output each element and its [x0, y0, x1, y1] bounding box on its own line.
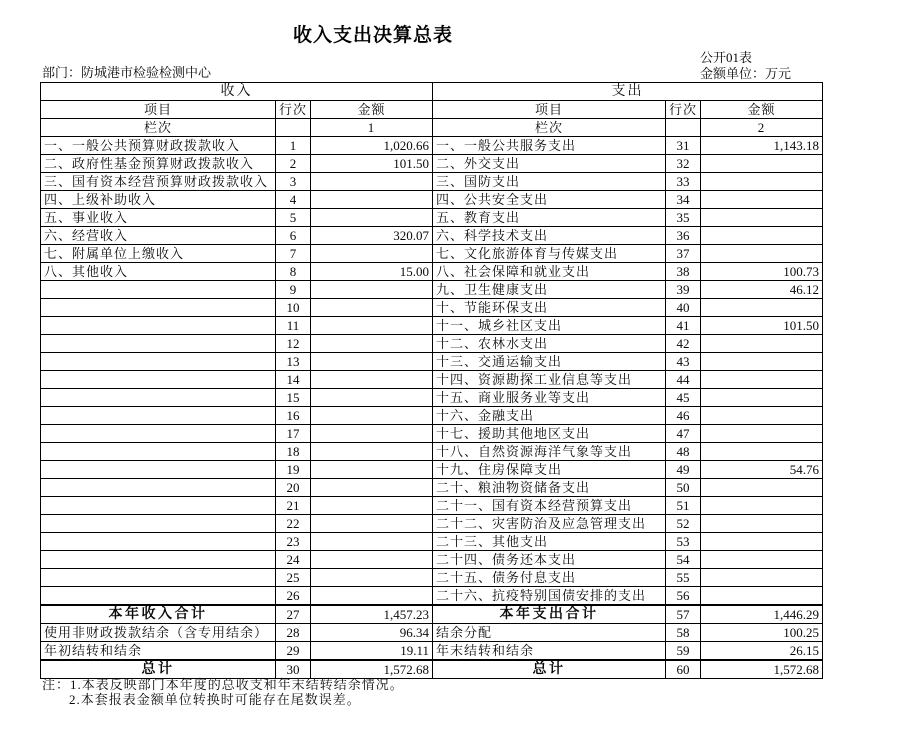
expense-amount-cell	[701, 551, 823, 569]
income-item-cell: 一、一般公共预算财政拨款收入	[41, 137, 276, 155]
expense-rowno-cell: 41	[666, 317, 701, 335]
expense-amount-cell	[701, 443, 823, 461]
expense-rowno-cell: 42	[666, 335, 701, 353]
department-label: 部门：防城港市检验检测中心	[42, 65, 212, 80]
expense-item-cell: 八、社会保障和就业支出	[433, 263, 666, 281]
notes-block	[42, 677, 404, 707]
income-rowno-cell: 20	[276, 479, 311, 497]
expense-rowno-cell: 37	[666, 245, 701, 263]
income-rowno-cell: 3	[276, 173, 311, 191]
expense-rowno-cell: 40	[666, 299, 701, 317]
income-rowno-cell: 6	[276, 227, 311, 245]
expense-item-cell: 二十三、其他支出	[433, 533, 666, 551]
expense-amount-cell	[701, 227, 823, 245]
expense-rowno-cell: 58	[666, 624, 701, 642]
income-column-index: 1	[311, 119, 433, 137]
expense-section-header: 支出	[433, 83, 823, 101]
table-row	[41, 407, 823, 425]
income-rowno-cell: 13	[276, 353, 311, 371]
table-row	[41, 443, 823, 461]
table-row	[41, 353, 823, 371]
expense-rowno-cell: 33	[666, 173, 701, 191]
expense-item-cell: 结余分配	[433, 624, 666, 642]
expense-item-cell: 二十四、债务还本支出	[433, 551, 666, 569]
table-row	[41, 497, 823, 515]
expense-rowno-header: 行次	[666, 101, 701, 119]
expense-item-cell: 本年支出合计	[433, 605, 666, 624]
income-rowno-cell: 9	[276, 281, 311, 299]
expense-amount-cell	[701, 191, 823, 209]
income-amount-cell	[311, 299, 433, 317]
income-item-cell	[41, 389, 276, 407]
table-row	[41, 461, 823, 479]
column-index-row	[41, 119, 823, 137]
income-rowno-cell: 15	[276, 389, 311, 407]
expense-item-cell: 十、节能环保支出	[433, 299, 666, 317]
expense-amount-cell	[701, 587, 823, 606]
expense-amount-cell	[701, 209, 823, 227]
income-amount-cell	[311, 353, 433, 371]
income-rowno-cell: 12	[276, 335, 311, 353]
income-rowno-cell: 29	[276, 642, 311, 661]
income-amount-cell: 96.34	[311, 624, 433, 642]
income-amount-cell: 1,572.68	[311, 660, 433, 679]
income-amount-cell	[311, 461, 433, 479]
expense-rowno-cell: 59	[666, 642, 701, 661]
table-row	[41, 155, 823, 173]
income-amount-cell	[311, 587, 433, 606]
income-item-cell: 本年收入合计	[41, 605, 276, 624]
income-rowno-cell: 27	[276, 605, 311, 624]
income-amount-cell	[311, 389, 433, 407]
expense-amount-cell	[701, 569, 823, 587]
table-row	[41, 317, 823, 335]
income-item-cell	[41, 533, 276, 551]
income-rowno-cell: 4	[276, 191, 311, 209]
expense-item-cell: 一、一般公共服务支出	[433, 137, 666, 155]
expense-amount-cell: 46.12	[701, 281, 823, 299]
income-amount-cell	[311, 245, 433, 263]
expense-amount-cell	[701, 155, 823, 173]
expense-item-cell: 十四、资源勘探工业信息等支出	[433, 371, 666, 389]
table-row	[41, 227, 823, 245]
income-amount-cell	[311, 191, 433, 209]
expense-amount-cell: 1,446.29	[701, 605, 823, 624]
income-amount-cell	[311, 281, 433, 299]
expense-item-cell: 十一、城乡社区支出	[433, 317, 666, 335]
table-row	[41, 515, 823, 533]
table-row	[41, 371, 823, 389]
expense-item-cell: 七、文化旅游体育与传媒支出	[433, 245, 666, 263]
income-rowno-cell: 24	[276, 551, 311, 569]
expense-item-cell: 十九、住房保障支出	[433, 461, 666, 479]
income-rowno-cell: 25	[276, 569, 311, 587]
expense-item-cell: 二十五、债务付息支出	[433, 569, 666, 587]
income-rowno-cell: 26	[276, 587, 311, 606]
income-item-cell: 使用非财政拨款结余（含专用结余）	[41, 624, 276, 642]
expense-column-index-label: 栏次	[433, 119, 666, 137]
expense-rowno-cell: 52	[666, 515, 701, 533]
income-column-index-blank	[276, 119, 311, 137]
income-column-index-label: 栏次	[41, 119, 276, 137]
income-rowno-cell: 16	[276, 407, 311, 425]
expense-item-cell: 十五、商业服务业等支出	[433, 389, 666, 407]
income-rowno-cell: 18	[276, 443, 311, 461]
income-rowno-cell: 5	[276, 209, 311, 227]
expense-rowno-cell: 50	[666, 479, 701, 497]
table-code-label: 公开01表	[700, 50, 753, 65]
expense-item-cell: 十八、自然资源海洋气象等支出	[433, 443, 666, 461]
expense-rowno-cell: 57	[666, 605, 701, 624]
income-item-cell: 六、经营收入	[41, 227, 276, 245]
income-rowno-cell: 11	[276, 317, 311, 335]
income-item-cell	[41, 587, 276, 606]
table-row	[41, 569, 823, 587]
expense-item-cell: 九、卫生健康支出	[433, 281, 666, 299]
expense-item-cell: 二十二、灾害防治及应急管理支出	[433, 515, 666, 533]
income-item-cell	[41, 479, 276, 497]
income-item-cell	[41, 569, 276, 587]
table-row	[41, 299, 823, 317]
expense-rowno-cell: 47	[666, 425, 701, 443]
expense-amount-cell	[701, 335, 823, 353]
income-section-header: 收入	[41, 83, 433, 101]
expense-amount-cell: 1,143.18	[701, 137, 823, 155]
income-amount-cell	[311, 443, 433, 461]
table-row	[41, 209, 823, 227]
expense-amount-cell	[701, 245, 823, 263]
expense-amount-cell	[701, 533, 823, 551]
expense-amount-cell	[701, 353, 823, 371]
table-row	[41, 335, 823, 353]
income-amount-cell	[311, 515, 433, 533]
table-row	[41, 605, 823, 624]
income-amount-cell: 1,020.66	[311, 137, 433, 155]
expense-rowno-cell: 32	[666, 155, 701, 173]
income-rowno-cell: 17	[276, 425, 311, 443]
income-rowno-cell: 30	[276, 660, 311, 679]
expense-item-cell: 五、教育支出	[433, 209, 666, 227]
income-rowno-cell: 19	[276, 461, 311, 479]
expense-item-cell: 三、国防支出	[433, 173, 666, 191]
table-row	[41, 624, 823, 642]
table-body	[41, 137, 823, 679]
table-row	[41, 533, 823, 551]
income-item-cell	[41, 335, 276, 353]
income-amount-cell	[311, 317, 433, 335]
income-rowno-header: 行次	[276, 101, 311, 119]
expense-amount-cell: 100.25	[701, 624, 823, 642]
income-item-cell	[41, 407, 276, 425]
income-amount-cell: 15.00	[311, 263, 433, 281]
table-row	[41, 660, 823, 679]
expense-rowno-cell: 45	[666, 389, 701, 407]
income-item-cell	[41, 353, 276, 371]
table-row	[41, 551, 823, 569]
expense-rowno-cell: 43	[666, 353, 701, 371]
expense-rowno-cell: 60	[666, 660, 701, 679]
table-row	[41, 425, 823, 443]
income-item-cell: 三、国有资本经营预算财政拨款收入	[41, 173, 276, 191]
income-item-cell	[41, 461, 276, 479]
expense-rowno-cell: 34	[666, 191, 701, 209]
expense-column-index: 2	[701, 119, 823, 137]
expense-item-cell: 四、公共安全支出	[433, 191, 666, 209]
income-rowno-cell: 22	[276, 515, 311, 533]
expense-amount-cell	[701, 479, 823, 497]
income-item-cell: 二、政府性基金预算财政拨款收入	[41, 155, 276, 173]
table-row	[41, 137, 823, 155]
income-rowno-cell: 21	[276, 497, 311, 515]
income-amount-cell: 1,457.23	[311, 605, 433, 624]
summary-table	[40, 82, 823, 679]
expense-amount-cell	[701, 389, 823, 407]
expense-amount-cell	[701, 515, 823, 533]
expense-amount-cell	[701, 173, 823, 191]
income-rowno-cell: 14	[276, 371, 311, 389]
expense-item-cell: 二十六、抗疫特别国债安排的支出	[433, 587, 666, 606]
income-rowno-cell: 8	[276, 263, 311, 281]
income-item-cell	[41, 497, 276, 515]
income-amount-cell	[311, 407, 433, 425]
expense-item-header: 项目	[433, 101, 666, 119]
table-row	[41, 245, 823, 263]
income-amount-cell	[311, 497, 433, 515]
income-amount-cell: 19.11	[311, 642, 433, 661]
income-item-cell: 四、上级补助收入	[41, 191, 276, 209]
income-amount-cell	[311, 569, 433, 587]
expense-rowno-cell: 35	[666, 209, 701, 227]
expense-item-cell: 六、科学技术支出	[433, 227, 666, 245]
expense-rowno-cell: 51	[666, 497, 701, 515]
income-rowno-cell: 28	[276, 624, 311, 642]
expense-amount-cell: 100.73	[701, 263, 823, 281]
expense-rowno-cell: 49	[666, 461, 701, 479]
expense-amount-cell: 26.15	[701, 642, 823, 661]
income-amount-cell	[311, 209, 433, 227]
table-row	[41, 479, 823, 497]
column-header-row	[41, 101, 823, 119]
note-line-2: 2.本套报表金额单位转换时可能存在尾数误差。	[69, 692, 361, 707]
table-row	[41, 263, 823, 281]
expense-amount-cell	[701, 497, 823, 515]
expense-rowno-cell: 44	[666, 371, 701, 389]
income-rowno-cell: 7	[276, 245, 311, 263]
income-amount-header: 金额	[311, 101, 433, 119]
expense-rowno-cell: 48	[666, 443, 701, 461]
expense-rowno-cell: 38	[666, 263, 701, 281]
amount-unit-label: 金额单位：万元	[700, 66, 792, 81]
expense-amount-header: 金额	[701, 101, 823, 119]
expense-rowno-cell: 31	[666, 137, 701, 155]
income-rowno-cell: 23	[276, 533, 311, 551]
expense-amount-cell: 54.76	[701, 461, 823, 479]
table-row	[41, 191, 823, 209]
income-rowno-cell: 10	[276, 299, 311, 317]
table-row	[41, 587, 823, 606]
income-rowno-cell: 1	[276, 137, 311, 155]
expense-rowno-cell: 54	[666, 551, 701, 569]
expense-rowno-cell: 55	[666, 569, 701, 587]
expense-amount-cell	[701, 371, 823, 389]
expense-column-index-blank	[666, 119, 701, 137]
note-line-1: 注：1.本表反映部门本年度的总收支和年末结转结余情况。	[42, 677, 404, 692]
income-amount-cell	[311, 371, 433, 389]
income-rowno-cell: 2	[276, 155, 311, 173]
income-item-cell	[41, 443, 276, 461]
expense-amount-cell: 101.50	[701, 317, 823, 335]
income-item-cell: 年初结转和结余	[41, 642, 276, 661]
expense-item-cell: 二、外交支出	[433, 155, 666, 173]
expense-item-cell: 十七、援助其他地区支出	[433, 425, 666, 443]
income-item-cell	[41, 551, 276, 569]
expense-rowno-cell: 56	[666, 587, 701, 606]
income-item-cell	[41, 371, 276, 389]
expense-rowno-cell: 46	[666, 407, 701, 425]
expense-item-cell: 总计	[433, 660, 666, 679]
table-row	[41, 389, 823, 407]
expense-rowno-cell: 53	[666, 533, 701, 551]
expense-amount-cell	[701, 407, 823, 425]
income-item-cell	[41, 515, 276, 533]
expense-amount-cell: 1,572.68	[701, 660, 823, 679]
expense-amount-cell	[701, 299, 823, 317]
expense-item-cell: 二十、粮油物资储备支出	[433, 479, 666, 497]
expense-item-cell: 十二、农林水支出	[433, 335, 666, 353]
income-amount-cell	[311, 173, 433, 191]
income-item-cell	[41, 317, 276, 335]
income-item-cell: 七、附属单位上缴收入	[41, 245, 276, 263]
table-row	[41, 173, 823, 191]
income-item-cell: 总计	[41, 660, 276, 679]
income-item-cell	[41, 299, 276, 317]
income-amount-cell: 320.07	[311, 227, 433, 245]
table-row	[41, 281, 823, 299]
income-item-cell	[41, 425, 276, 443]
income-amount-cell	[311, 533, 433, 551]
income-item-header: 项目	[41, 101, 276, 119]
table-row	[41, 642, 823, 661]
expense-amount-cell	[701, 425, 823, 443]
expense-item-cell: 十三、交通运输支出	[433, 353, 666, 371]
income-item-cell: 八、其他收入	[41, 263, 276, 281]
income-item-cell: 五、事业收入	[41, 209, 276, 227]
section-header-row	[41, 83, 823, 101]
income-amount-cell	[311, 479, 433, 497]
expense-rowno-cell: 39	[666, 281, 701, 299]
income-item-cell	[41, 281, 276, 299]
expense-rowno-cell: 36	[666, 227, 701, 245]
income-amount-cell	[311, 335, 433, 353]
income-amount-cell	[311, 551, 433, 569]
expense-item-cell: 二十一、国有资本经营预算支出	[433, 497, 666, 515]
income-amount-cell: 101.50	[311, 155, 433, 173]
expense-item-cell: 十六、金融支出	[433, 407, 666, 425]
expense-item-cell: 年末结转和结余	[433, 642, 666, 661]
page-title: 收入支出决算总表	[292, 24, 453, 46]
income-amount-cell	[311, 425, 433, 443]
